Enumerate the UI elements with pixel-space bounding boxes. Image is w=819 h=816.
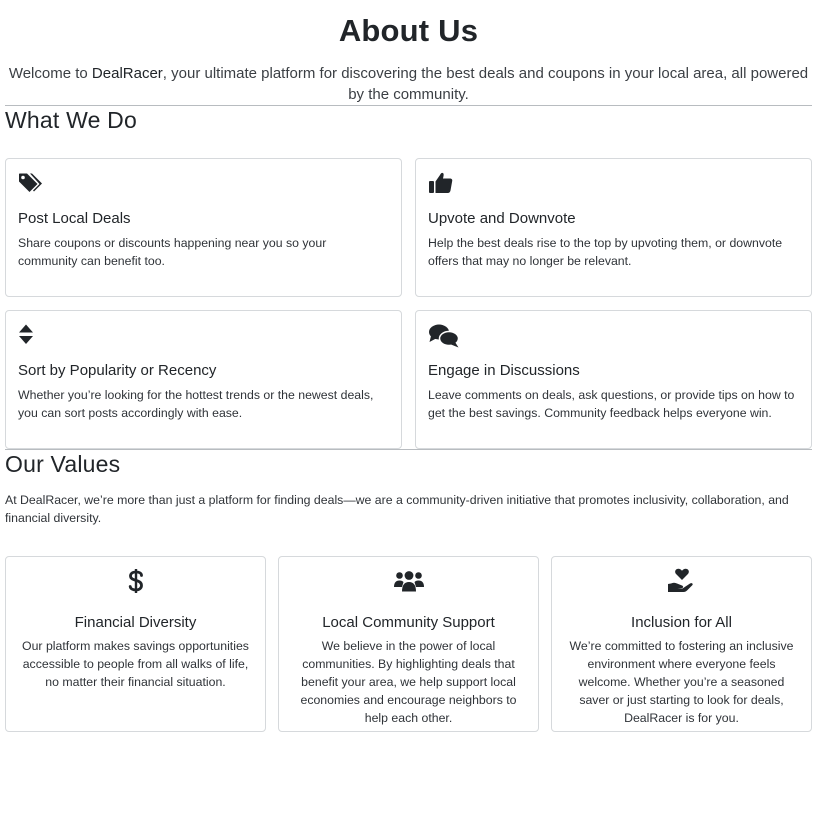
intro-prefix: Welcome to [8, 65, 92, 82]
feature-title: Post Local Deals [18, 210, 131, 227]
feature-text: Leave comments on deals, ask questions, or provide tips on how to get the best savings. Community feedback helps everyone win. [428, 388, 795, 420]
page-title: About Us [338, 13, 479, 48]
value-card-inclusion [551, 556, 812, 732]
value-text: Our platform makes savings opportunities accessible to people from all walks of life, no matter their financial situation. [22, 639, 249, 689]
feature-text: Share coupons or discounts happening near you so your community can benefit too. [18, 236, 327, 268]
intro-suffix: , your ultimate platform for discovering the best deals and coupons in your local area, all powered by the community. [162, 65, 809, 103]
what-we-do-heading: What We Do [5, 107, 137, 133]
feature-text: Help the best deals rise to the top by upvoting them, or downvote offers that may no longer be relevant. [428, 236, 783, 268]
sort-icon [18, 323, 389, 349]
thumbs-up-icon [428, 171, 799, 197]
value-title: Financial Diversity [74, 614, 197, 631]
dollar-icon [18, 568, 253, 594]
values-intro-text: At DealRacer, we’re more than just a platform for finding deals—we are a community-driven initiative that promotes inclusivity, collaboration, and financial diversity. [5, 493, 789, 525]
feature-text: Whether you’re looking for the hottest trends or the newest deals, you can sort posts accordingly with ease. [18, 388, 374, 420]
value-title: Inclusion for All [631, 614, 732, 631]
feature-title: Engage in Discussions [428, 362, 580, 379]
feature-title: Upvote and Downvote [428, 210, 576, 227]
value-card-community-support [278, 556, 539, 732]
values-grid [5, 556, 812, 732]
value-text: We believe in the power of local communities. By highlighting deals that benefit your area, we help support local economies and encourage neighbors to help each other. [300, 639, 517, 725]
feature-card-voting [415, 158, 812, 297]
users-icon [291, 568, 526, 594]
our-values-heading: Our Values [5, 451, 121, 477]
value-text: We’re committed to fostering an inclusive environment where everyone feels welcome. Whether you’re a seasoned saver or just starting to look for deals, DealRacer is for you. [569, 639, 794, 725]
value-card-financial-diversity [5, 556, 266, 732]
feature-card-sorting [5, 310, 402, 449]
feature-card-discussions [415, 310, 812, 449]
feature-card-post-deals [5, 158, 402, 297]
tags-icon [18, 171, 389, 197]
hand-holding-heart-icon [564, 568, 799, 594]
feature-title: Sort by Popularity or Recency [18, 362, 217, 379]
comments-icon [428, 323, 799, 349]
features-grid [5, 158, 812, 449]
brand-name: DealRacer [91, 65, 163, 82]
intro-text [5, 63, 812, 105]
value-title: Local Community Support [322, 614, 495, 631]
